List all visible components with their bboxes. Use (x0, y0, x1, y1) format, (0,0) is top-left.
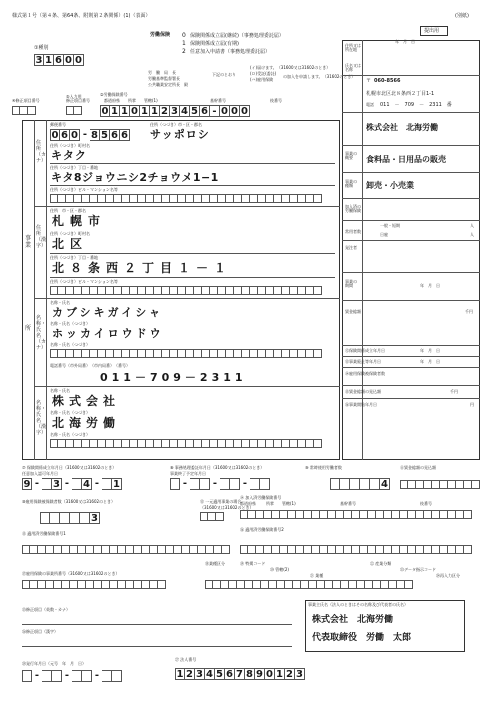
corp-digit: 2 (185, 668, 195, 680)
f27-label: ㉗ 法人番号 (175, 657, 197, 662)
to-labor-office: 労働基準監督署長 (148, 76, 180, 81)
kana-street-label: 住所（つづき）丁目・番地 (50, 165, 98, 170)
right-tel-value[interactable]: 011 － 709 － 2311 番 (380, 102, 452, 108)
kana-row-label: 住所（カナ） (36, 140, 47, 164)
corp-digit: 0 (265, 668, 275, 680)
name-kana-cells-3[interactable] (50, 349, 322, 358)
f12-cells[interactable] (40, 512, 100, 524)
office-digit: 2 (160, 105, 170, 117)
name-kana-value-2[interactable]: ホッカイロウドウ (52, 327, 164, 340)
owner-company[interactable]: 株式会社 北海労働 (312, 615, 394, 625)
entry-correction-label: ⑤入力用 修正項目番号 (66, 94, 90, 103)
f14-sub-pref: 都道府県 (240, 501, 256, 506)
f14-sub-main: 基幹番号 (340, 501, 356, 506)
sub-label-main-number: 基幹番号 (210, 98, 226, 103)
tel-label: 電話番号（市外局番） （市内局番） （番号） (50, 363, 130, 368)
days-label: 日雇 (380, 232, 388, 237)
corp-digit: 1 (176, 669, 184, 680)
f13-cells[interactable] (200, 512, 224, 521)
name-kanji-value-1[interactable]: 株式会社 (52, 394, 121, 408)
option-2-num: 2 (182, 48, 186, 55)
f8-label: ⑧ 事務処理委託年月日（31600又は31602のとき） (170, 465, 265, 470)
f7-digit: - (64, 478, 70, 489)
corp-digit: 1 (275, 668, 285, 680)
type-label: 事業の 種類 (345, 179, 357, 188)
office-digit: 0 (220, 105, 230, 117)
note-r4: の加入を申請します。（31602のとき） (283, 74, 356, 79)
f7-digit: - (34, 478, 40, 489)
side-label-business: 事業 (24, 235, 31, 249)
name-kanji-label-1: 名称・氏名 (50, 388, 70, 393)
f23-label: ㉓データ指示コード (400, 567, 436, 572)
f7-digit: 9 (23, 479, 31, 490)
f16-cells[interactable] (240, 545, 472, 554)
person-unit-2: 人 (470, 232, 474, 237)
f25-label: ㉕修正項目（英数・カナ） (22, 607, 70, 612)
kanji-pref-value[interactable]: 札幌市 (52, 214, 107, 228)
f14-label: ⑭ 加入済労働保険番号 (240, 495, 282, 500)
note-as-follows: 下記のとおり (212, 72, 236, 77)
business-value[interactable]: 食料品・日用品の販売 (366, 155, 446, 164)
f7-label: ⑦ 保険関係成立年月日（31600又は31602のとき） (22, 465, 117, 470)
owner-representative[interactable]: 代表取締役 労働 太郎 (312, 633, 412, 643)
kanji-street-value[interactable]: 北８条西２丁目１－１ (52, 261, 233, 275)
right-zip-value[interactable]: 060-8566 (374, 78, 401, 84)
f7-digit (72, 478, 82, 490)
form-number: 様式第１号（第４条、第64条、附則第２条関係）(1)（表面） (12, 13, 151, 19)
f15-cells[interactable] (22, 545, 230, 554)
owner-stamp-box (305, 600, 465, 652)
tel-value[interactable]: 011－709－2311 (100, 371, 247, 384)
corp-digit: 4 (205, 668, 215, 680)
f7-digit: - (94, 478, 100, 489)
kanji-city-value[interactable]: 北区 (52, 237, 89, 251)
f17-cells[interactable] (22, 580, 166, 589)
office-digit: 1 (120, 105, 130, 117)
lbl-address: 住所又は 所在地 (345, 43, 361, 52)
correction-label: ④修正項目番号 (12, 98, 40, 103)
sub-label-ministry: 所掌 (128, 98, 136, 103)
right-tel-label: 電話 (366, 102, 374, 107)
est-date-unit: 年 月 日 (420, 348, 440, 353)
office-digit: 5 (190, 105, 200, 117)
option-2[interactable]: 任意加入申請書（事務処理委託届） (190, 49, 271, 55)
type-digit: 0 (74, 54, 84, 66)
zip-digit: 0 (70, 129, 80, 141)
business-label: 事業の 概要 (345, 151, 357, 160)
note-r2: (ロ)受託(委託) (250, 71, 277, 76)
f24-label: ㉔再入力区分 (436, 573, 460, 578)
kana-street-value[interactable]: キタ8ジョウニシ2チョウメ1−1 (51, 171, 219, 184)
f14-sub-jurisdiction: 管轄(1) (282, 501, 296, 506)
name-kana-label-3: 名称・氏名（つづき） (50, 342, 90, 347)
f7-digit: 4 (82, 478, 92, 490)
summary-label: 事業の 期間 (345, 279, 357, 288)
type-code-label: ①種別 (34, 45, 49, 51)
correction-cells[interactable] (12, 106, 36, 115)
creation-label: 加入済の 労働保険 (345, 204, 361, 213)
adm-label: ⑯事業開始年月日 (345, 402, 377, 407)
kanji-bldg-cells[interactable] (50, 286, 322, 295)
f18-label: ⑱業種区分 (205, 561, 225, 566)
lbl-name: 氏名又は 名称 (345, 63, 361, 72)
kana-pref-value[interactable]: サッポロシ (150, 128, 210, 141)
type-digit: 1 (44, 54, 54, 66)
zip-digit: 5 (100, 129, 110, 141)
f28-cells[interactable]: - - - (22, 670, 122, 682)
f11-cells[interactable] (400, 480, 480, 489)
submit-label: 提出用 (424, 28, 440, 34)
f7-digit (102, 478, 112, 490)
name-kana-value-1[interactable]: カブシキガイシャ (52, 306, 164, 319)
option-1[interactable]: 保険関係成立届(有期) (190, 41, 239, 47)
name-kana-label-2: 名称・氏名（つづき） (50, 321, 90, 326)
note-r3: (ハ)雇用保険 (250, 77, 274, 82)
office-digit: 1 (110, 105, 120, 117)
office-number-label: ②労働保険番号 (100, 92, 128, 97)
type-digit: 6 (54, 54, 64, 66)
expected-label: 一般・短期 (380, 223, 400, 228)
corp-digit: 9 (255, 668, 265, 680)
office-digit: 0 (230, 105, 240, 117)
zip-digit: - (82, 129, 88, 140)
type-value[interactable]: 卸売・小売業 (366, 181, 414, 190)
sub-label-pref: 都道府県 (104, 98, 120, 103)
name-kana-row-label: 名称・氏名（カナ） (36, 315, 47, 351)
worker-label: 常用者数 (345, 229, 361, 234)
kana-bldg-cells[interactable] (50, 194, 322, 203)
kana-bldg-label: 住所（つづき）ビル・マンション名等 (50, 187, 118, 192)
kana-city-value[interactable]: キタク (51, 149, 87, 162)
kanji-bldg-label: 住所（つづき）ビル・マンション名等 (50, 279, 118, 284)
office-digit: 0 (240, 105, 250, 117)
f19-label: ⑲ 特掲コード (240, 561, 266, 566)
zip-digit: 6 (110, 129, 120, 141)
corp-digit: 7 (235, 668, 245, 680)
f9-label: ⑨ 常時使用労働者数 (305, 465, 342, 470)
corp-digit: 8 (245, 668, 255, 680)
f14-sub-ministry: 所掌 (266, 501, 274, 506)
insured-label: ⑭雇用保険被保険者数 (345, 371, 385, 376)
submit-box (420, 26, 448, 36)
f20-label: ⑳ 管轄(2) (270, 567, 289, 572)
kanji-city-label: 住所（つづき）町村名 (50, 231, 90, 236)
end-date-label: ⑬事業廃止等年月日 (345, 359, 381, 364)
office-digit: 4 (180, 105, 190, 117)
type-digit: 0 (64, 54, 74, 66)
option-0[interactable]: 保険関係成立届(継続)（事務処理委託届） (190, 33, 284, 39)
kana-city-label: 住所（つづき）町村名 (50, 143, 90, 148)
right-zip-label: 〒 (366, 78, 372, 84)
f14-cells[interactable] (240, 510, 472, 519)
est-date-label: ⑫保険関係成立年月日 (345, 348, 385, 353)
corp-number-cells[interactable] (175, 668, 305, 680)
f22-label: ㉒ 産業分類 (370, 561, 392, 566)
f11-label: ⑪賃金総額の見込額 (400, 465, 436, 470)
f10-label: ⑩雇用保険被保険者数（31600又は31602のとき） (22, 499, 116, 504)
f13-label: ⑬ 一元適用事業の場合 (200, 499, 242, 504)
kanji-street-label: 住所（つづき）丁目・番地 (50, 255, 98, 260)
wage-unit: 千円 (465, 309, 473, 314)
zip-digit: 6 (120, 129, 130, 141)
f8-sub: 事業終了予定年月日 (170, 471, 206, 476)
thousand-unit: 千円 (450, 389, 458, 394)
header-date-units: 年 月 日 (395, 39, 415, 44)
office-digit: 1 (140, 105, 150, 117)
contractor-label: 発注者 (345, 245, 357, 250)
corp-digit: 3 (195, 668, 205, 680)
corp-digit: 2 (285, 668, 295, 680)
sub-label-branch: 枝番号 (270, 98, 282, 103)
corp-digit: 5 (215, 668, 225, 680)
note-r1: (イ)届けます。（31600又は31602のとき） (250, 65, 331, 70)
f9-digit: 4 (380, 478, 390, 490)
f7-digit: 1 (112, 478, 122, 490)
f7-digit: 3 (52, 478, 62, 490)
zip-cells[interactable] (50, 129, 130, 141)
corp-digit: 3 (295, 668, 305, 680)
name-kanji-cells-3[interactable] (50, 439, 322, 448)
wage-label: 賃金総額 (345, 309, 361, 314)
right-address-value[interactable]: 札幌市北区北８条西２丁目1-1 (366, 91, 435, 97)
kanji-row-label: 住所（漢字） (36, 225, 47, 249)
name-kana-label-1: 名称・氏名 (50, 300, 70, 305)
zip-label: 郵便番号 (50, 122, 66, 127)
f21-label: ㉑ 業種 (310, 573, 324, 578)
office-number-cells[interactable] (100, 105, 250, 117)
f7-sub: 任意加入認可年月日 (22, 471, 58, 476)
kana-pref-label: 住所（つづき）市・区・郡名 (150, 122, 202, 127)
period-unit: 年 月 日 (420, 283, 440, 288)
option-1-num: 1 (182, 40, 186, 47)
option-0-num: 0 (182, 32, 186, 39)
zip-digit: 6 (60, 129, 70, 141)
entry-correction-cells[interactable] (66, 106, 82, 115)
office-digit: - (210, 105, 220, 117)
f13-sub: （31600又は31602のとき） (200, 505, 254, 510)
zip-digit: 8 (90, 129, 100, 141)
to-labor-bureau: 労 働 局 長 (148, 70, 176, 75)
office-digit: 6 (200, 105, 210, 117)
zip-digit: 0 (51, 130, 59, 141)
f15-label: ⑮ 適用済労働保険番号1 (22, 531, 66, 536)
right-name-value[interactable]: 株式会社 北海労働 (366, 123, 438, 132)
office-digit: 1 (150, 105, 160, 117)
name-kanji-row-label: 名称・氏名（漢字） (36, 400, 47, 436)
end-date-unit: 年 月 日 (420, 359, 440, 364)
f17-label: ⑰雇用保険の事業所番号（31600又は31602のとき） (22, 571, 120, 576)
annex-label: (別紙) (455, 13, 469, 19)
side-label-place: 所 (24, 325, 31, 332)
name-kanji-label-2: 名称・氏名（つづき） (50, 410, 90, 415)
f26-label: ㉖修正項目（漢字） (22, 629, 58, 634)
stamp-label: 事業主氏名（法人のときはその名称及び代表者の氏名） (308, 602, 408, 607)
yen-unit: 円 (470, 402, 474, 407)
office-digit: 0 (130, 105, 140, 117)
f16-label: ⑯ 適用済労働保険番号2 (240, 527, 284, 532)
type-code-cells[interactable] (34, 54, 84, 66)
insurance-label: 労働保険 (150, 32, 171, 38)
f8-cells[interactable]: - - - (170, 478, 270, 490)
office-digit: 0 (101, 106, 109, 117)
sub-label-jurisdiction: 管轄(1) (144, 98, 158, 103)
f7-cells[interactable] (22, 478, 122, 490)
name-kanji-value-2[interactable]: 北海労働 (52, 416, 121, 430)
type-digit: 3 (35, 55, 43, 66)
f18-24-cells[interactable] (205, 580, 413, 589)
corp-digit: 6 (225, 668, 235, 680)
f28-label: ㉘発行年月日（元号 年 月 日） (22, 661, 86, 666)
kanji-pref-label: 住所 市・区・郡名 (50, 208, 86, 213)
f7-digit (42, 478, 52, 490)
person-unit-1: 人 (470, 223, 474, 228)
to-employment-office: 公共職業安定所長 殿 (148, 82, 188, 87)
name-kanji-label-3: 名称・氏名（つづき） (50, 432, 90, 437)
office-digit: 3 (170, 105, 180, 117)
f14-sub-branch: 枝番号 (420, 501, 432, 506)
f9-cells[interactable] (330, 478, 390, 490)
lock-label: ⑮賃金総額の見込額 (345, 389, 381, 394)
f12-digit: 3 (90, 512, 100, 524)
